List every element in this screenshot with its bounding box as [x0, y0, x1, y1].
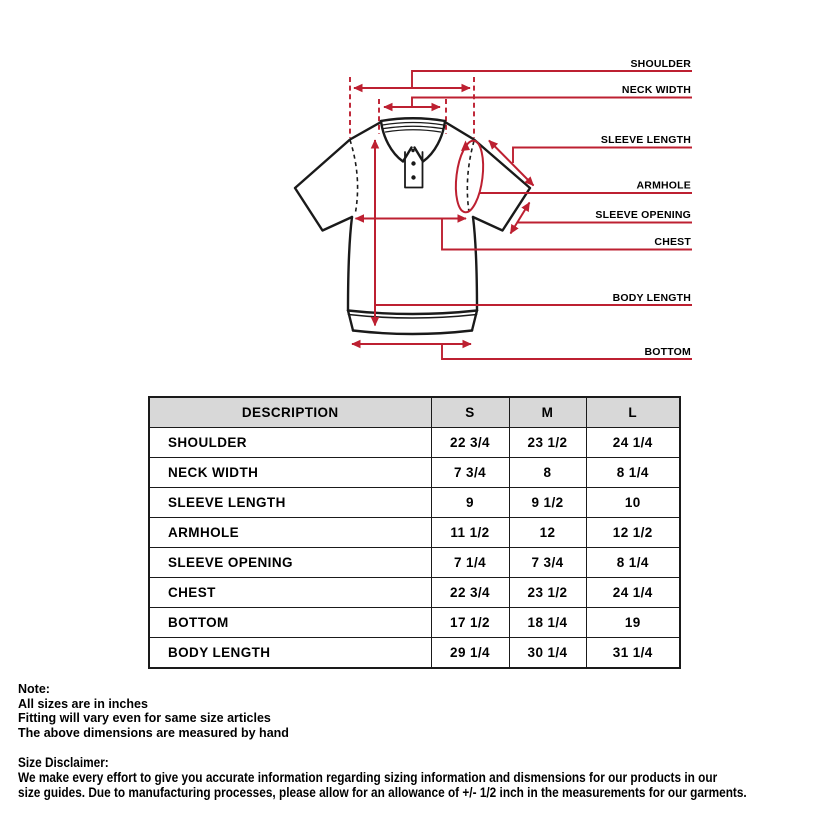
- table-row-chest: [149, 578, 680, 608]
- label-shoulder: SHOULDER: [630, 58, 691, 70]
- measurement-labels: [595, 58, 691, 358]
- value-m: 12: [509, 518, 586, 548]
- value-m: 30 1/4: [509, 638, 586, 669]
- label-chest: CHEST: [654, 236, 691, 248]
- sleeve-opening-arrow: [511, 203, 530, 234]
- value-s: 22 3/4: [431, 428, 509, 458]
- note-line: All sizes are in inches: [18, 696, 148, 711]
- row-label: SHOULDER: [149, 428, 431, 458]
- value-l: 8 1/4: [586, 548, 680, 578]
- value-s: 7 1/4: [431, 548, 509, 578]
- value-s: 29 1/4: [431, 638, 509, 669]
- value-l: 8 1/4: [586, 458, 680, 488]
- value-s: 7 3/4: [431, 458, 509, 488]
- row-label: ARMHOLE: [149, 518, 431, 548]
- label-sleeve-opening: SLEEVE OPENING: [595, 209, 691, 221]
- row-label: NECK WIDTH: [149, 458, 431, 488]
- table-row-body-length: [149, 638, 680, 669]
- notes-title: Note:: [18, 682, 50, 696]
- note-line: Fitting will vary even for same size articles: [18, 711, 271, 726]
- table-row-shoulder: [149, 428, 680, 458]
- label-neck-width: NECK WIDTH: [621, 84, 691, 96]
- value-l: 24 1/4: [586, 578, 680, 608]
- row-label: CHEST: [149, 578, 431, 608]
- table-header-row: [149, 397, 680, 428]
- label-sleeve-length: SLEEVE LENGTH: [600, 134, 691, 146]
- size-table: [148, 396, 681, 669]
- header-size-m: M: [509, 397, 586, 428]
- value-l: 19: [586, 608, 680, 638]
- disclaimer-title: Size Disclaimer:: [18, 754, 109, 770]
- label-bottom: BOTTOM: [644, 346, 691, 358]
- table-row-sleeve-opening: [149, 548, 680, 578]
- header-description: DESCRIPTION: [149, 397, 431, 428]
- disclaimer-line: size guides. Due to manufacturing processes, please allow for an allowance of +/- 1/2 inch in the measurements for our garments.: [18, 784, 747, 800]
- note-line: The above dimensions are measured by hand: [18, 725, 289, 740]
- value-s: 22 3/4: [431, 578, 509, 608]
- value-s: 11 1/2: [431, 518, 509, 548]
- shirt-measurement-diagram: [0, 0, 825, 390]
- header-size-l: L: [586, 397, 680, 428]
- row-label: SLEEVE OPENING: [149, 548, 431, 578]
- value-m: 23 1/2: [509, 428, 586, 458]
- value-m: 18 1/4: [509, 608, 586, 638]
- value-m: 8: [509, 458, 586, 488]
- table-row-sleeve-length: [149, 488, 680, 518]
- armhole-ellipse: [452, 139, 487, 214]
- value-m: 23 1/2: [509, 578, 586, 608]
- value-l: 10: [586, 488, 680, 518]
- table-row-neck-width: [149, 458, 680, 488]
- value-s: 9: [431, 488, 509, 518]
- label-armhole: ARMHOLE: [636, 179, 691, 192]
- row-label: SLEEVE LENGTH: [149, 488, 431, 518]
- row-label: BOTTOM: [149, 608, 431, 638]
- value-l: 31 1/4: [586, 638, 680, 669]
- value-m: 9 1/2: [509, 488, 586, 518]
- header-size-s: S: [431, 397, 509, 428]
- value-s: 17 1/2: [431, 608, 509, 638]
- value-l: 12 1/2: [586, 518, 680, 548]
- disclaimer-line: We make every effort to give you accurate information regarding sizing information and dismensions for our products in our: [18, 769, 718, 785]
- notes-block: [18, 682, 289, 740]
- placket-buttons: [411, 149, 415, 180]
- label-body-length: BODY LENGTH: [612, 292, 691, 304]
- value-m: 7 3/4: [509, 548, 586, 578]
- table-row-armhole: [149, 518, 680, 548]
- size-disclaimer-block: [18, 755, 825, 800]
- value-l: 24 1/4: [586, 428, 680, 458]
- table-row-bottom: [149, 608, 680, 638]
- row-label: BODY LENGTH: [149, 638, 431, 669]
